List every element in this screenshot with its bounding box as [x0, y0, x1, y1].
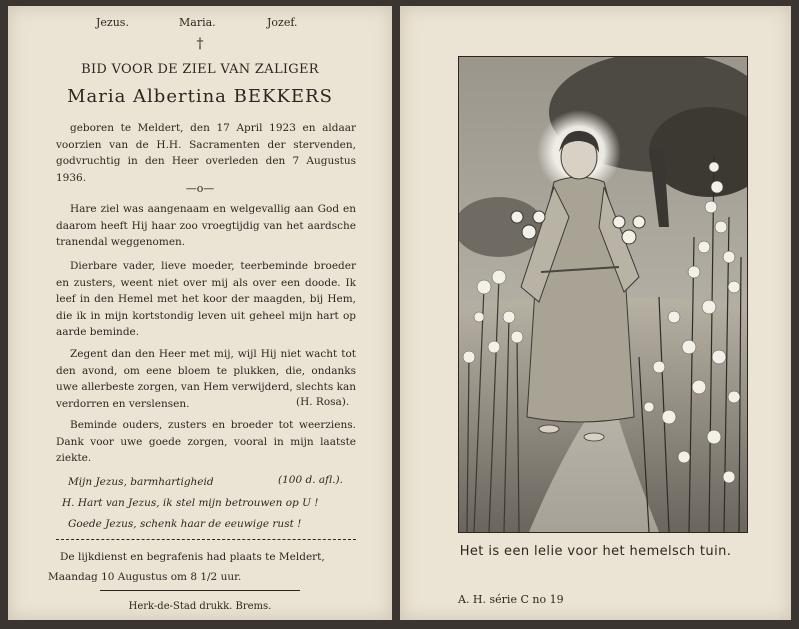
name-jezus: Jezus. [96, 16, 129, 29]
memorial-card-text-side [8, 6, 392, 620]
memorial-card-image-side [400, 6, 791, 620]
prayer-1-indulgence: (100 d. afl.). [278, 474, 343, 486]
holy-family-names [8, 16, 392, 32]
paragraph-3-attribution: (H. Rosa). [296, 396, 350, 408]
paragraph-2: Dierbare vader, lieve moeder, teerbeminde broeder en zusters, weent niet over mij als over een doode. Ik leef in den Hemel met het koor der maagden, bij Hem, die ik in mijn kortstondig leven uit geheel mijn hart op aarde beminde. [56, 260, 356, 339]
paragraph-3: Zegent dan den Heer met mij, wijl Hij niet wacht tot den avond, om eene bloem te plukken, die, ondanks uwe allerbeste zorgen, van Hem verwijderd, slechts kan verdorren en verslensen. [56, 348, 356, 410]
card-caption: Het is een lelie voor het hemelsch tuin. [459, 544, 732, 559]
divider-rule [56, 539, 356, 540]
printer-credit: Herk-de-Stad drukk. Brems. [128, 601, 272, 612]
paragraph-1: Hare ziel was aangenaam en welgevallig aan God en daarom heeft Hij haar zoo vroegtijdig van het aardsche tranendal weggenomen. [56, 203, 356, 249]
prayer-2: H. Hart van Jezus, ik stel mijn betrouwen op U ! [62, 497, 319, 509]
illustration-svg [459, 57, 747, 532]
saint-girl-in-lily-garden-illustration [458, 56, 748, 533]
deceased-name: Maria Albertina BEKKERS [67, 86, 333, 107]
ornament-divider: —o— [185, 182, 215, 195]
cross-icon: † [196, 36, 204, 52]
funeral-line-1: De lijkdienst en begrafenis had plaats te Meldert, [60, 551, 325, 563]
name-jozef: Jozef. [267, 16, 298, 29]
printer-rule [100, 590, 300, 591]
name-maria: Maria. [179, 16, 216, 29]
prayer-1: Mijn Jezus, barmhartigheid [68, 476, 214, 488]
series-number: A. H. série C no 19 [458, 593, 564, 606]
funeral-line-2: Maandag 10 Augustus om 8 1/2 uur. [48, 571, 242, 583]
paragraph-4: Beminde ouders, zusters en broeder tot weerziens. Dank voor uwe goede zorgen, vooral in mijn laatste ziekte. [56, 419, 356, 465]
card-heading: BID VOOR DE ZIEL VAN ZALIGER [81, 62, 319, 77]
birth-death-paragraph: geboren te Meldert, den 17 April 1923 en aldaar voorzien van de H.H. Sacramenten der stervenden, godvruchtig in den Heer overleden den 7 Augustus 1936. [56, 122, 356, 184]
prayer-3: Goede Jezus, schenk haar de eeuwige rust ! [68, 518, 302, 530]
